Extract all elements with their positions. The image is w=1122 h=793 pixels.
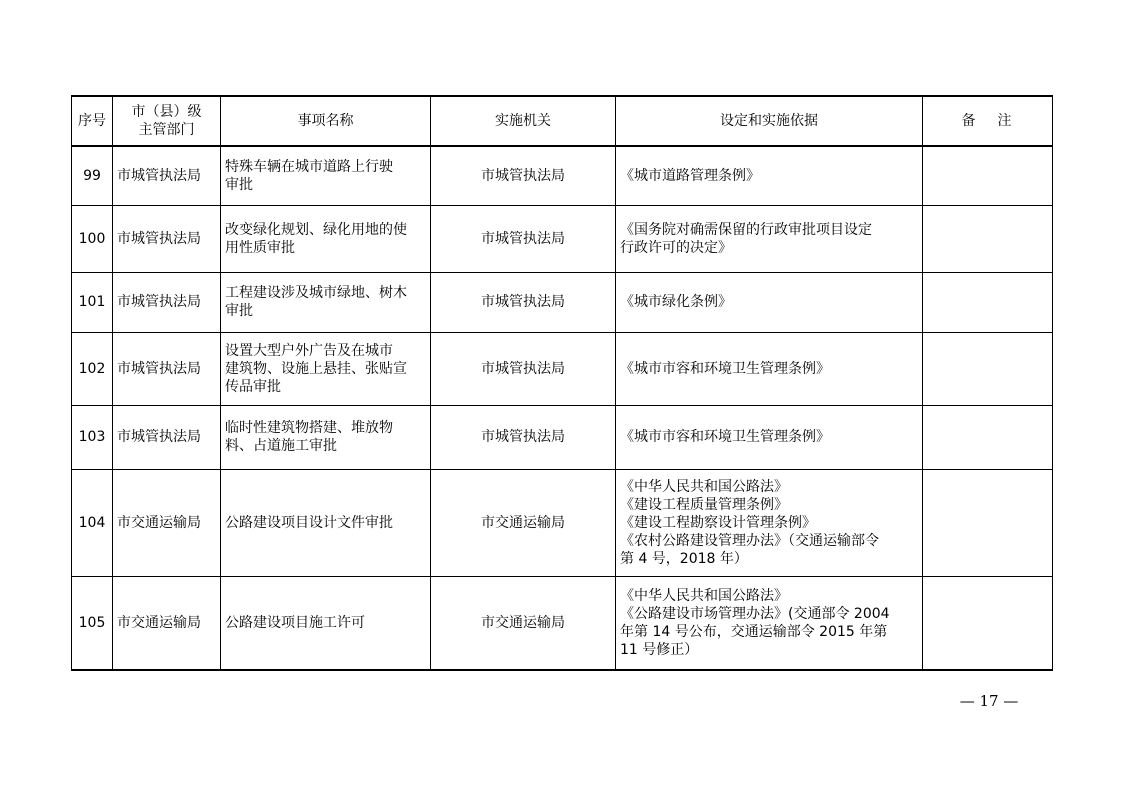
item-name-line: 特殊车辆在城市道路上行驶 [225,158,393,175]
item-name-line: 审批 [225,303,253,319]
item-name-line: 设置大型户外广告及在城市 [225,342,393,359]
basis-line: 行政许可的决定》 [620,239,732,256]
item-name-line: 料、占道施工审批 [225,438,337,454]
basis-line: 《建设工程勘察设计管理条例》 [620,514,816,531]
header-dept-line1: 市（县）级 [131,104,202,120]
cell-basis [616,469,923,576]
basis-line: 《农村公路建设管理办法》（交通运输部令 [620,532,879,549]
header-remark-a: 备 [961,113,978,129]
header-remark [923,96,1053,146]
cell-remark [923,405,1053,469]
basis-line: 《城市绿化条例》 [620,294,732,310]
cell-basis [616,146,923,205]
cell-seq: 104 [72,469,113,576]
item-name-line: 传品审批 [225,378,281,395]
basis-line: 《城市市容和环境卫生管理条例》 [620,429,830,445]
basis-line: 《国务院对确需保留的行政审批项目设定 [620,221,872,238]
cell-item-name [221,146,431,205]
basis-line: 《中华人民共和国公路法》 [620,478,788,495]
item-name-line: 用性质审批 [225,239,295,256]
cell-dept: 市交通运输局 [113,576,221,670]
cell-agency: 市城管执法局 [431,146,616,205]
basis-line: 《中华人民共和国公路法》 [620,587,788,604]
cell-agency: 市城管执法局 [431,405,616,469]
cell-dept: 市城管执法局 [113,146,221,205]
table-row [72,205,1053,272]
cell-seq: 100 [72,205,113,272]
header-dept-line2: 主管部门 [138,122,195,138]
table-row [72,405,1053,469]
cell-remark [923,469,1053,576]
item-name-line: 工程建设涉及城市绿地、树木 [225,285,407,301]
basis-line: 《公路建设市场管理办法》(交通部令 2004 [620,605,890,622]
cell-remark [923,332,1053,405]
item-name-line: 改变绿化规划、绿化用地的使 [225,221,407,238]
cell-item-name [221,205,431,272]
cell-agency: 市城管执法局 [431,205,616,272]
cell-dept: 市城管执法局 [113,272,221,332]
cell-basis [616,405,923,469]
header-remark-b: 注 [997,113,1014,129]
item-name-line: 临时性建筑物搭建、堆放物 [225,420,393,436]
table-row [72,576,1053,670]
cell-dept: 市交通运输局 [113,469,221,576]
header-seq: 序号 [72,96,113,146]
cell-agency: 市交通运输局 [431,576,616,670]
header-dept [113,96,221,146]
basis-line: 《城市道路管理条例》 [620,167,760,184]
basis-line: 《建设工程质量管理条例》 [620,496,788,513]
cell-basis [616,205,923,272]
cell-agency: 市城管执法局 [431,272,616,332]
table-body [72,146,1053,670]
cell-dept: 市城管执法局 [113,405,221,469]
basis-line: 11 号修正） [620,641,699,658]
item-name-line: 公路建设项目施工许可 [225,614,365,631]
cell-agency: 市交通运输局 [431,469,616,576]
cell-dept: 市城管执法局 [113,205,221,272]
cell-item-name [221,332,431,405]
header-agency: 实施机关 [431,96,616,146]
table-row [72,332,1053,405]
header-basis: 设定和实施依据 [616,96,923,146]
page-number: — 17 — [959,692,1019,710]
table-row [72,146,1053,205]
cell-remark [923,146,1053,205]
cell-item-name [221,405,431,469]
cell-seq: 105 [72,576,113,670]
cell-remark [923,576,1053,670]
cell-remark [923,205,1053,272]
table-header-row [72,96,1053,146]
cell-seq: 102 [72,332,113,405]
cell-seq: 99 [72,146,113,205]
header-name: 事项名称 [221,96,431,146]
cell-agency: 市城管执法局 [431,332,616,405]
cell-basis [616,332,923,405]
cell-seq: 101 [72,272,113,332]
cell-basis [616,272,923,332]
item-name-line: 公路建设项目设计文件审批 [225,514,393,531]
cell-item-name [221,272,431,332]
cell-item-name [221,469,431,576]
table-row [72,469,1053,576]
basis-line: 年第 14 号公布，交通运输部令 2015 年第 [620,623,888,640]
table-row [72,272,1053,332]
item-name-line: 审批 [225,176,253,193]
cell-remark [923,272,1053,332]
cell-basis [616,576,923,670]
basis-line: 《城市市容和环境卫生管理条例》 [620,360,830,377]
basis-line: 第 4 号，2018 年） [620,550,748,567]
approval-items-table [71,95,1053,671]
cell-seq: 103 [72,405,113,469]
cell-item-name [221,576,431,670]
item-name-line: 建筑物、设施上悬挂、张贴宣 [225,360,407,377]
cell-dept: 市城管执法局 [113,332,221,405]
